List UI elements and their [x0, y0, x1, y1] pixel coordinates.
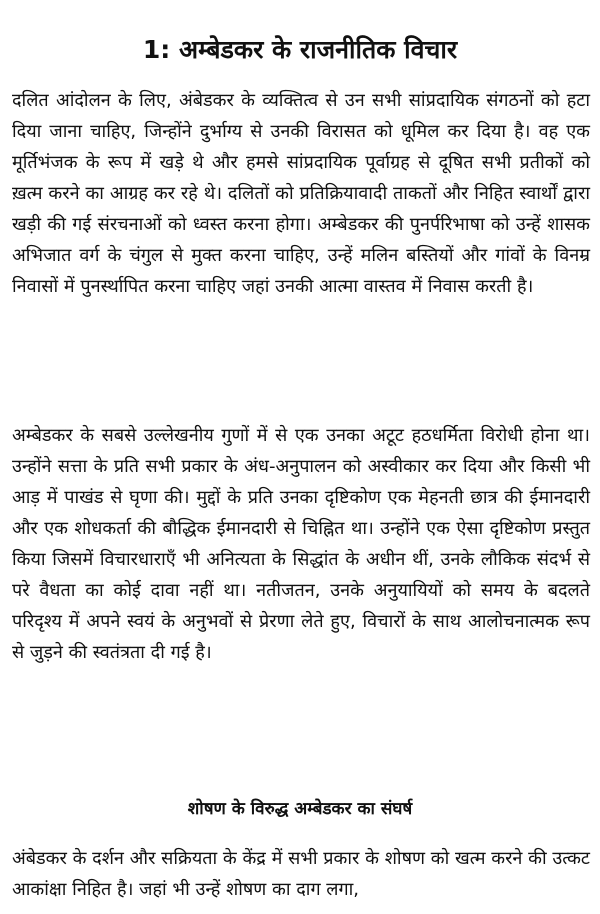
paragraph-dalit-movement: दलित आंदोलन के लिए, अंबेडकर के व्यक्तित्व से उन सभी सांप्रदायिक संगठनों को हटा दिया जाना चाहिए, जिन्होंने दुर्भाग्य से उनकी विरासत को धूमिल कर दिया है। वह एक मूर्तिभंजक के रूप में खड़े थे और हमसे सांप्रदायिक पूर्वाग्रह से दूषित सभी प्रतीकों को ख़त्म करने का आग्रह कर रहे थे। दलितों को प्रतिक्रियावादी ताकतों और निहित स्वार्थों द्वारा खड़ी की गई संरचनाओं को ध्वस्त करना होगा। अम्बेडकर की पुनर्परिभाषा को उन्हें शासक अभिजात वर्ग के चंगुल से मुक्त करना चाहिए, उन्हें मलिन बस्तियों और गांवों के विनम्र निवासों में पुनर्स्थापित करना चाहिए जहां उनकी आत्मा वास्तव में निवास करती है। — [12, 90, 590, 297]
paragraph-anti-dogmatism: अम्बेडकर के सबसे उल्लेखनीय गुणों में से एक उनका अटूट हठधर्मिता विरोधी होना था। उन्होंने सत्ता के प्रति सभी प्रकार के अंध-अनुपालन को अस्वीकार कर दिया और किसी भी आड़ में पाखंड से घृणा की। मुद्दों के प्रति उनका दृष्टिकोण एक मेहनती छात्र की ईमानदारी और एक शोधकर्ता की बौद्धिक ईमानदारी से चिह्नित था। उन्होंने एक ऐसा दृष्टिकोण प्रस्तुत किया जिसमें विचारधाराएँ भी अनित्यता के सिद्धांत के अधीन थीं, उनके लौकिक संदर्भ से परे वैधता का कोई दावा नहीं था। नतीजतन, उनके अनुयायियों को समय के बदलते परिदृश्य में अपने स्वयं के अनुभवों से प्रेरणा लेते हुए, विचारों के साथ आलोचनात्मक रूप से जुड़ने की स्वतंत्रता दी गई है। — [12, 425, 590, 663]
page-title: 1: अम्बेडकर के राजनीतिक विचार — [142, 34, 458, 64]
section-heading: शोषण के विरुद्ध अम्बेडकर का संघर्ष — [187, 799, 413, 820]
paragraph-against-exploitation: अंबेडकर के दर्शन और सक्रियता के केंद्र में सभी प्रकार के शोषण को खत्म करने की उत्कट आकांक्षा निहित है। जहां भी उन्हें शोषण का दाग लगा, — [12, 848, 590, 900]
